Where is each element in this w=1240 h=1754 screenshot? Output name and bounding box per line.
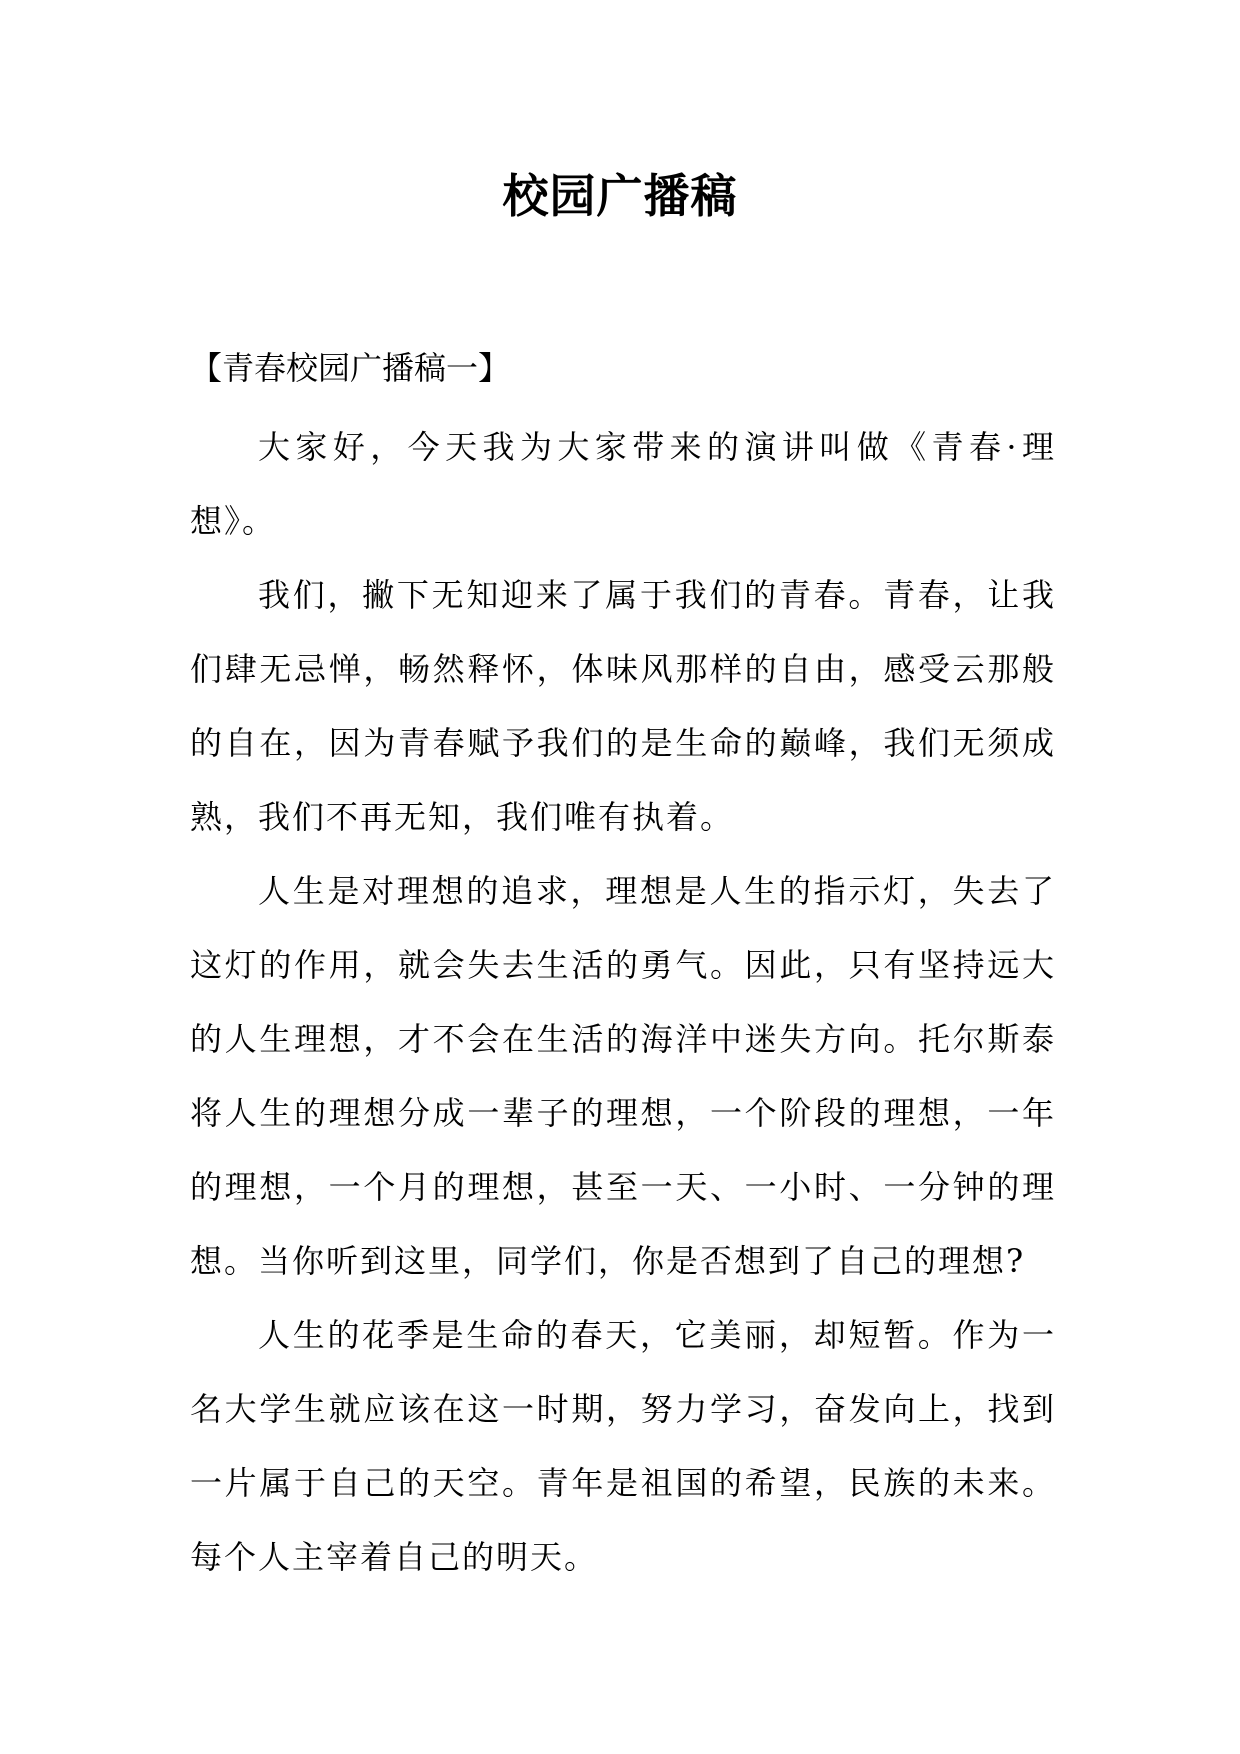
paragraph-1: 大家好，今天我为大家带来的演讲叫做《青春·理想》。 (190, 428, 1056, 540)
document-body (190, 338, 1056, 1594)
section-heading: 【青春校园广播稿一】 (190, 349, 511, 387)
paragraph-2: 我们，撇下无知迎来了属于我们的青春。青春，让我们肆无忌惮，畅然释怀，体味风那样的自由，感受云那般的自在，因为青春赋予我们的是生命的巅峰，我们无须成熟，我们不再无知，我们唯有执着。 (190, 576, 1056, 836)
paragraph-3: 人生是对理想的追求，理想是人生的指示灯，失去了这灯的作用，就会失去生活的勇气。因此，只有坚持远大的人生理想，才不会在生活的海洋中迷失方向。托尔斯泰将人生的理想分成一辈子的理想，一个阶段的理想，一年的理想，一个月的理想，甚至一天、一小时、一分钟的理想。当你听到这里，同学们，你是否想到了自己的理想? (190, 872, 1056, 1280)
paragraph-4: 人生的花季是生命的春天，它美丽，却短暂。作为一名大学生就应该在这一时期，努力学习，奋发向上，找到一片属于自己的天空。青年是祖国的希望，民族的未来。每个人主宰着自己的明天。 (190, 1316, 1056, 1576)
document-title: 校园广播稿 (502, 169, 738, 223)
